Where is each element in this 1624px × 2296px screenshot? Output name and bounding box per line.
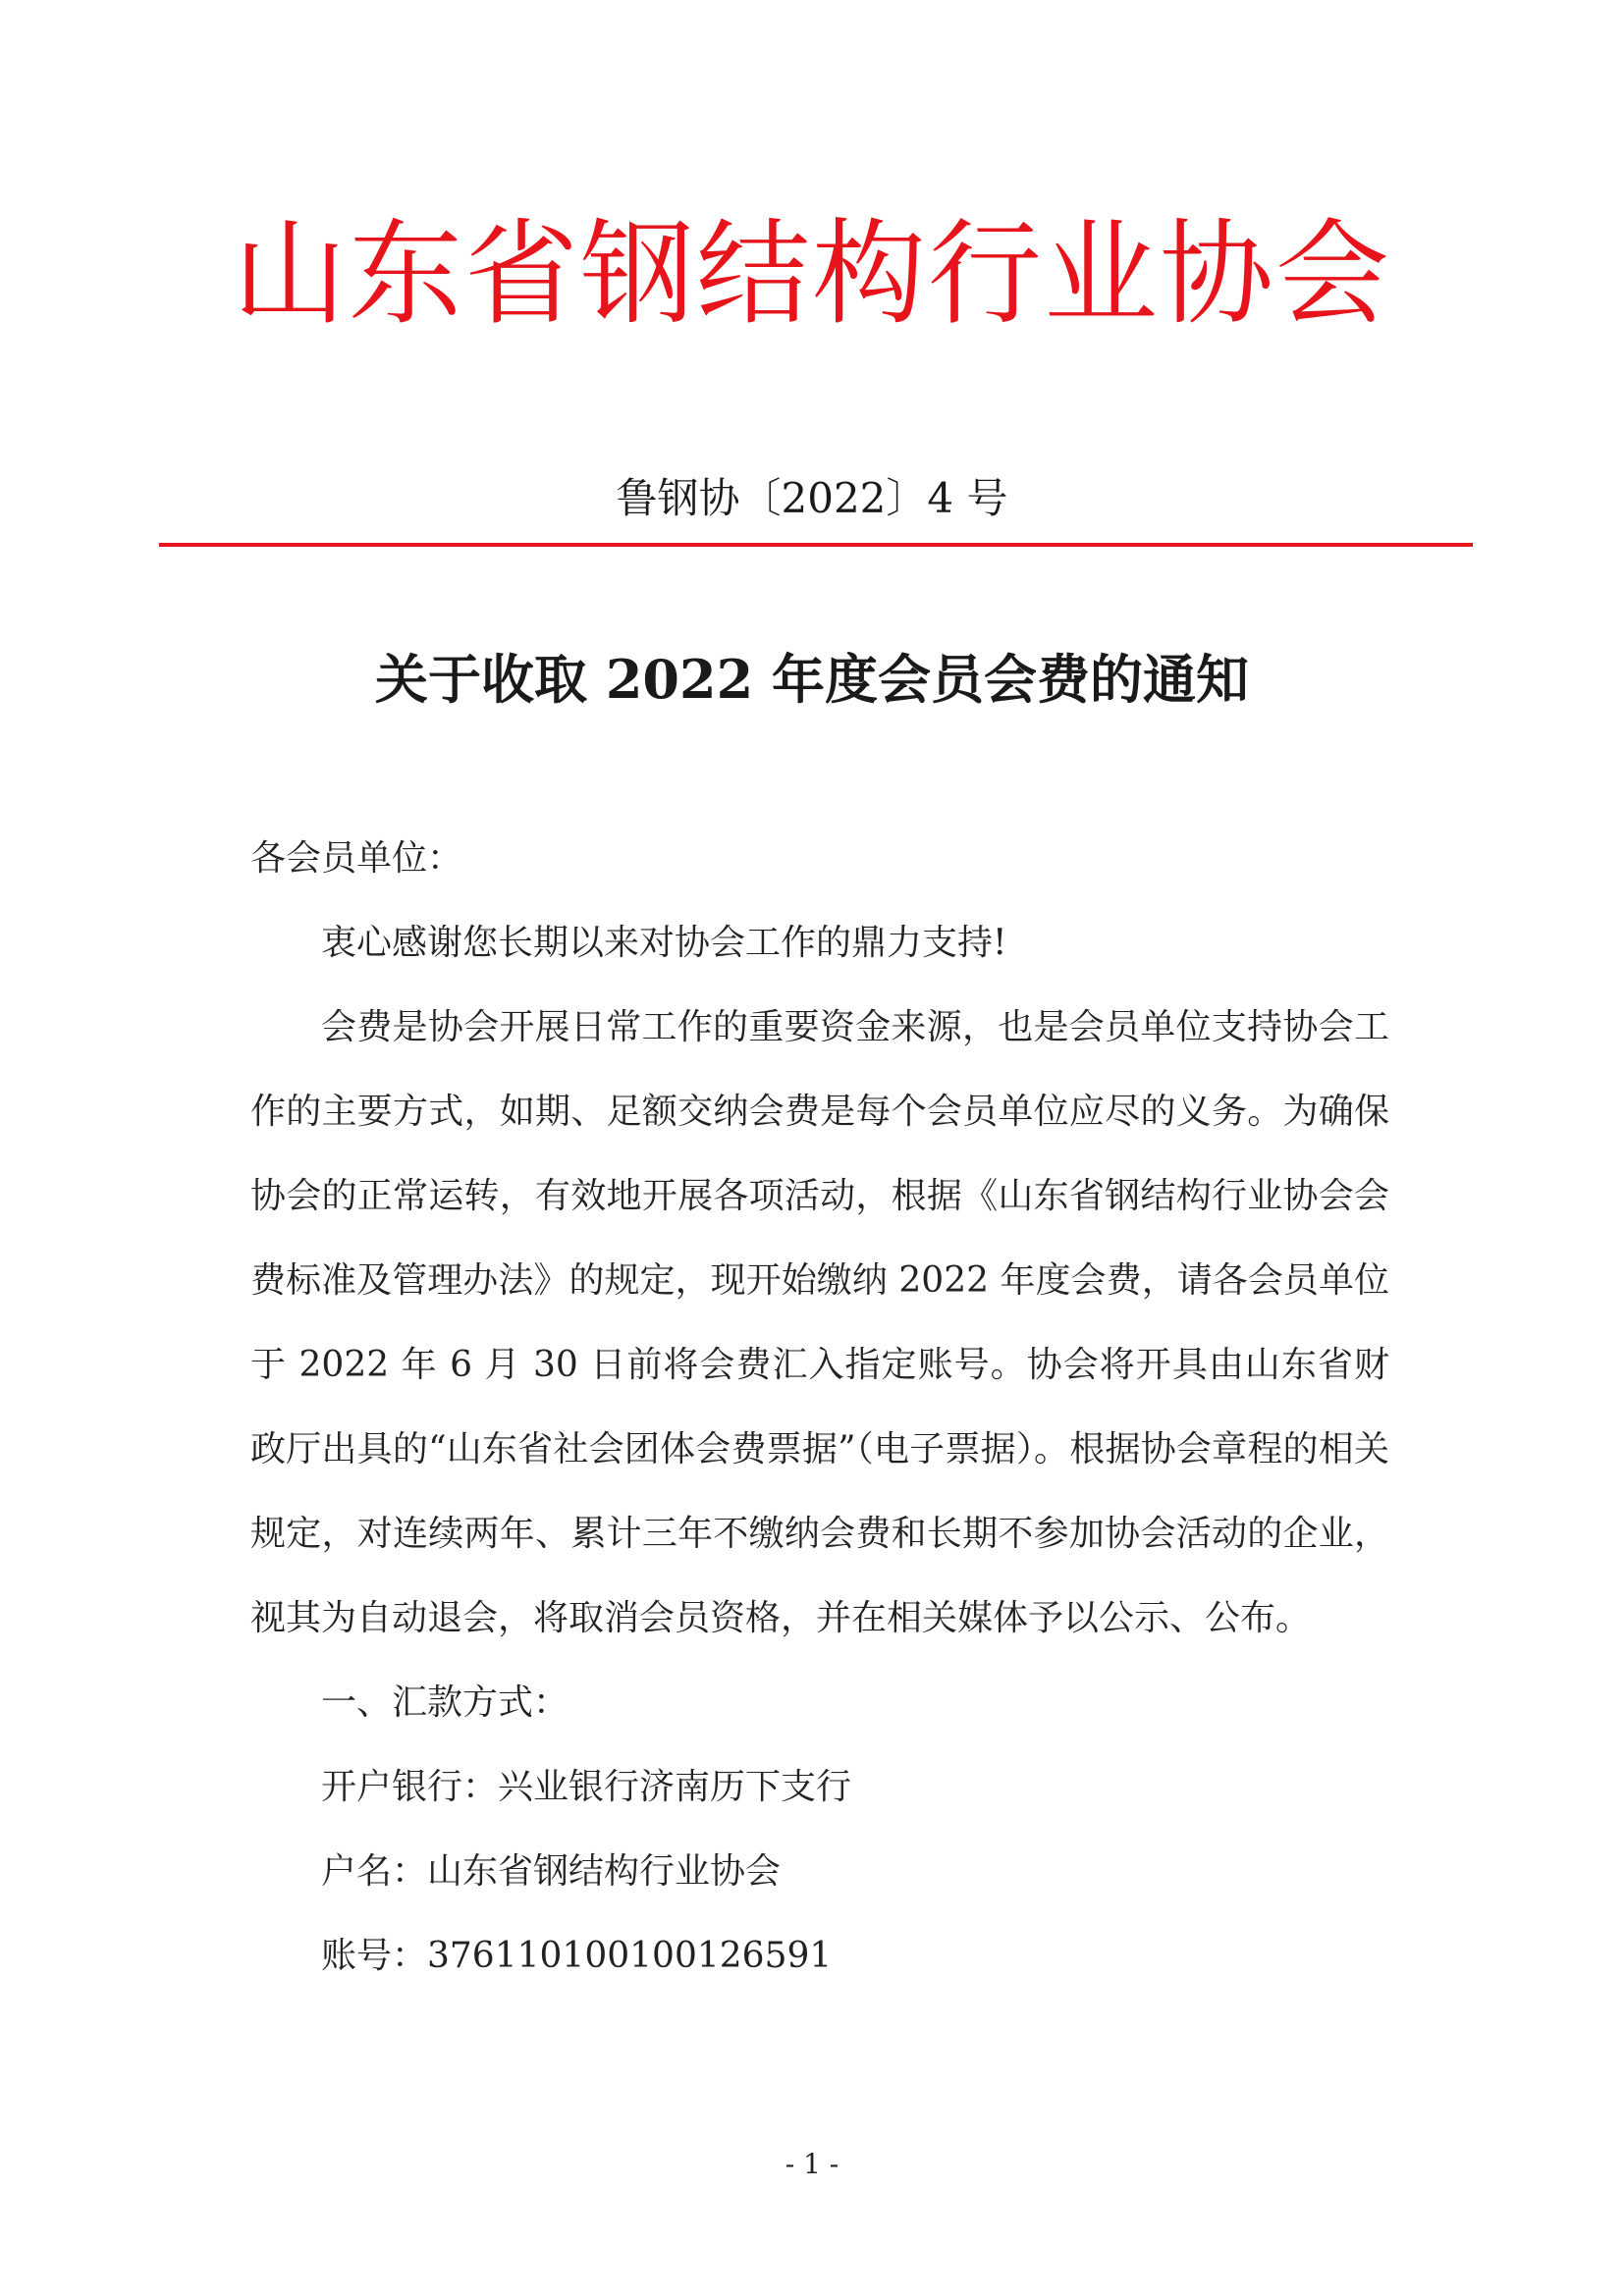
paragraph-main: 会费是协会开展日常工作的重要资金来源，也是会员单位支持协会工作的主要方式，如期、足额交纳会费是每个会员单位应尽的义务。为确保协会的正常运转，有效地开展各项活动，根据《山东省钢结构行业协会会费标准及管理办法》的规定，现开始缴纳 2022 年度会费，请各会员单位于 2022 年 6 月 30 日前将会费汇入指定账号。协会将开具由山东省财政厅出具的“山东省社会团体会费票据”（电子票据）。根据协会章程的相关规定，对连续两年、累计三年不缴纳会费和长期不参加协会活动的企业，视其为自动退会，将取消会员资格，并在相关媒体予以公示、公布。 [250,1007,1389,1638]
account-number: 账号：376110100100126591 [321,1936,833,1976]
page-number: - 1 - [785,2148,839,2180]
salutation: 各会员单位： [250,838,463,879]
bank-name: 开户银行：兴业银行济南历下支行 [321,1767,852,1807]
document-title: 关于收取 2022 年度会员会费的通知 [375,648,1249,711]
account-name: 户名：山东省钢结构行业协会 [321,1851,782,1892]
organization-header: 山东省钢结构行业协会 [233,208,1391,341]
document-number: 鲁钢协〔2022〕4 号 [616,474,1008,522]
section-heading-remittance: 一、汇款方式： [321,1682,569,1723]
paragraph-thanks: 衷心感谢您长期以来对协会工作的鼎力支持! [321,923,1007,963]
header-divider [159,543,1473,547]
document-body [250,817,1389,1999]
